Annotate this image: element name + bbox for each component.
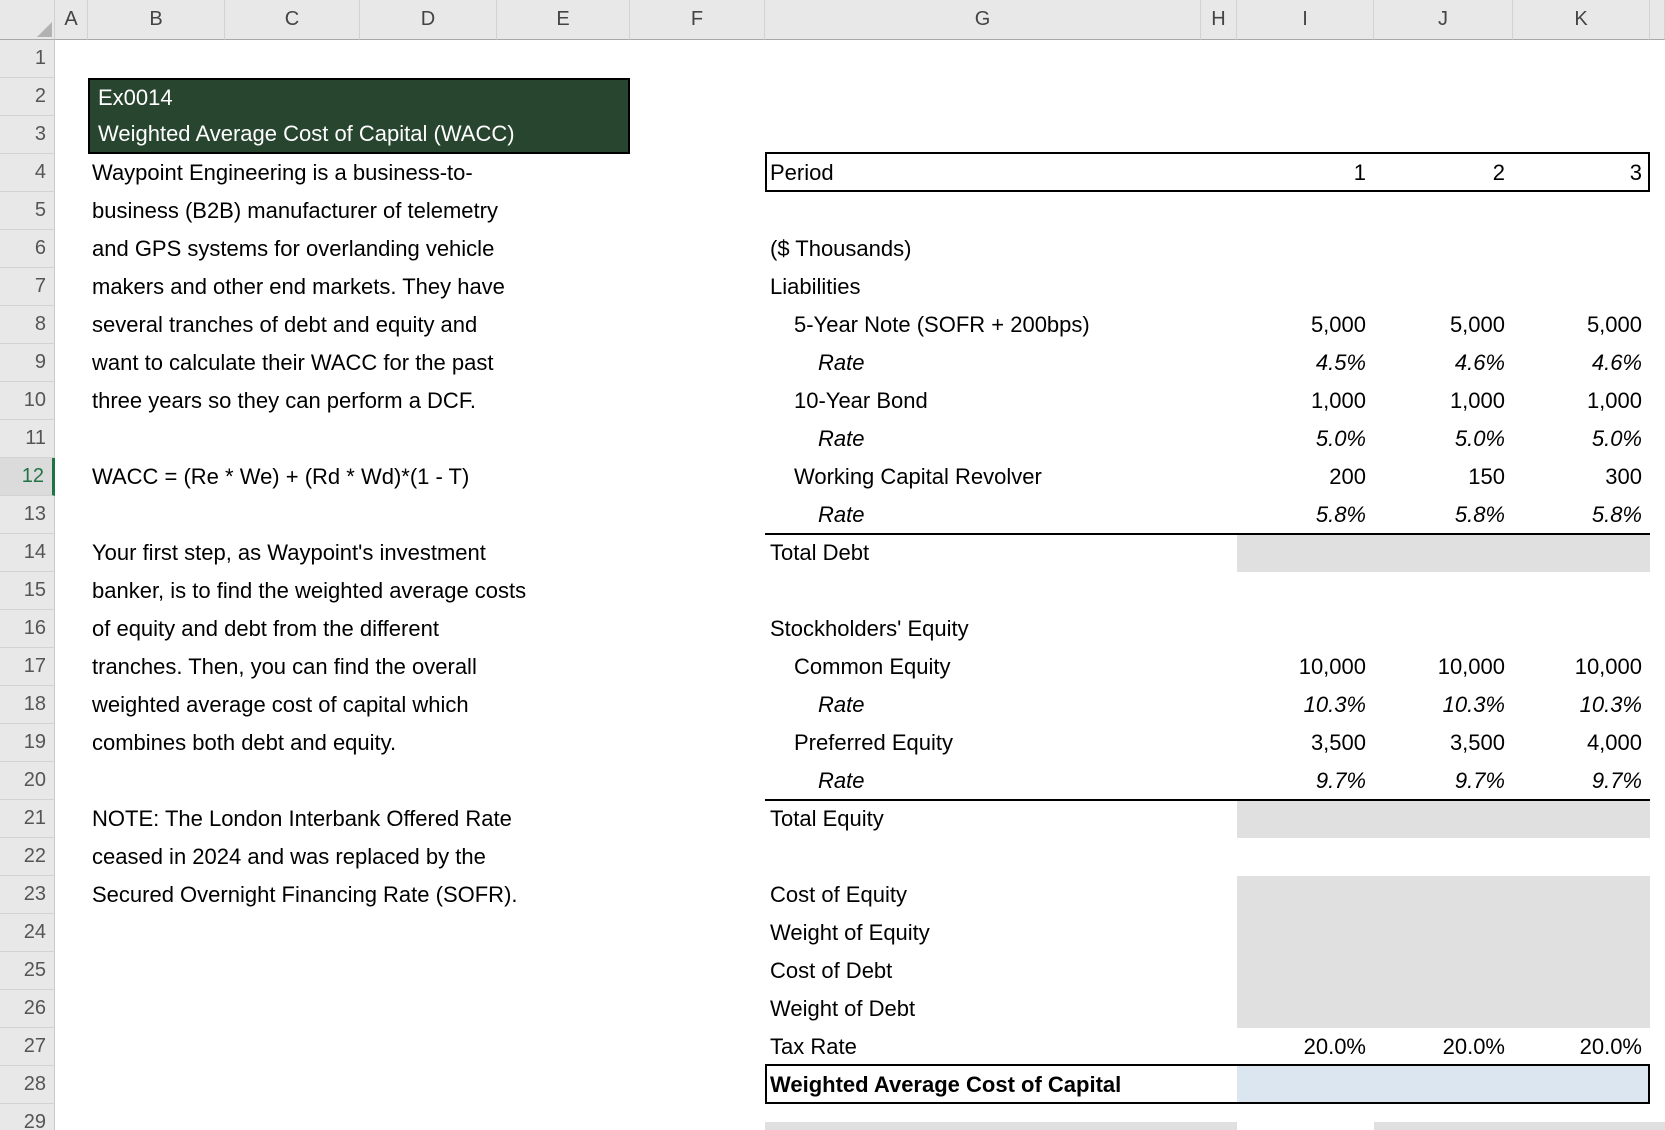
table-label-cell[interactable]: Cost of Debt [770,958,893,983]
row-header-12[interactable]: 12 [0,458,55,496]
column-header-i[interactable]: I [1237,0,1374,40]
row-header-22[interactable]: 22 [0,838,55,876]
table-label-cell[interactable]: Rate [818,350,865,375]
table-label-cell[interactable]: Liabilities [770,274,861,299]
table-label-cell[interactable]: Working Capital Revolver [794,464,1042,489]
pending-calc-cells[interactable] [1237,800,1650,838]
table-value-cell[interactable]: 5,000 [1586,312,1642,337]
row-header-10[interactable]: 10 [0,382,55,420]
table-value-cell[interactable]: 9.7% [1591,768,1642,793]
column-header-j[interactable]: J [1374,0,1513,40]
table-value-cell[interactable]: 20.0% [1579,1034,1642,1059]
narrative-line-cell[interactable]: tranches. Then, you can find the overall [92,654,477,679]
column-header-f[interactable]: F [630,0,765,40]
exercise-title-box[interactable] [88,78,630,154]
row-header-26[interactable]: 26 [0,990,55,1028]
table-value-cell[interactable]: 5.8% [1315,502,1366,527]
table-value-cell[interactable]: 10.3% [1303,692,1366,717]
column-header-g[interactable]: G [765,0,1201,40]
row-header-18[interactable]: 18 [0,686,55,724]
row-header-24[interactable]: 24 [0,914,55,952]
table-label-cell[interactable]: Rate [818,692,865,717]
narrative-line-cell[interactable]: combines both debt and equity. [92,730,397,755]
table-label-cell[interactable]: 10-Year Bond [794,388,928,413]
table-value-cell[interactable]: 10.3% [1442,692,1505,717]
table-value-cell[interactable]: 5,000 [1310,312,1366,337]
table-label-cell[interactable]: Total Debt [770,540,870,565]
next-row-shading [1374,1122,1665,1130]
column-header-h[interactable]: H [1201,0,1237,40]
table-label-cell[interactable]: ($ Thousands) [770,236,912,261]
select-all-triangle-icon [37,22,52,37]
table-value-cell[interactable]: 5.8% [1454,502,1505,527]
table-label-cell[interactable]: Preferred Equity [794,730,953,755]
row-header-19[interactable]: 19 [0,724,55,762]
pending-calc-cells[interactable] [1237,990,1650,1028]
narrative-line-cell[interactable]: and GPS systems for overlanding vehicle [92,236,495,261]
narrative-line-cell[interactable]: WACC = (Re * We) + (Rd * Wd)*(1 - T) [92,464,470,489]
row-header-20[interactable]: 20 [0,762,55,800]
pending-calc-cells[interactable] [1237,914,1650,952]
narrative-line-cell[interactable]: Secured Overnight Financing Rate (SOFR). [92,882,518,907]
narrative-line-cell[interactable]: banker, is to find the weighted average costs [92,578,527,603]
table-label-cell[interactable]: Rate [818,426,865,451]
table-value-cell[interactable]: 3,500 [1449,730,1505,755]
column-header-a[interactable]: A [55,0,88,40]
narrative-line-cell[interactable]: ceased in 2024 and was replaced by the [92,844,486,869]
table-value-cell[interactable]: 10,000 [1574,654,1642,679]
row-header-23[interactable]: 23 [0,876,55,914]
row-header-5[interactable]: 5 [0,192,55,230]
row-header-1[interactable]: 1 [0,40,55,78]
row-header-16[interactable]: 16 [0,610,55,648]
row-header-11[interactable]: 11 [0,420,55,458]
row-header-28[interactable]: 28 [0,1066,55,1104]
table-label-cell[interactable]: Rate [818,502,865,527]
table-value-cell[interactable]: 1 [1353,160,1366,185]
table-value-cell[interactable]: 10,000 [1437,654,1505,679]
table-value-cell[interactable]: 150 [1468,464,1505,489]
table-label-cell[interactable]: Common Equity [794,654,951,679]
narrative-line-cell[interactable]: makers and other end markets. They have [92,274,505,299]
table-value-cell[interactable]: 20.0% [1303,1034,1366,1059]
row-header-2[interactable]: 2 [0,78,55,116]
next-row-shading [765,1122,1237,1130]
table-label-cell[interactable]: Tax Rate [770,1034,857,1059]
narrative-line-cell[interactable]: NOTE: The London Interbank Offered Rate [92,806,512,831]
table-value-cell[interactable]: 5.0% [1591,426,1642,451]
row-header-27[interactable]: 27 [0,1028,55,1066]
pending-calc-cells[interactable] [1237,876,1650,914]
narrative-line-cell[interactable]: three years so they can perform a DCF. [92,388,476,413]
row-header-29[interactable]: 29 [0,1104,55,1130]
table-label-cell[interactable]: Weight of Equity [770,920,930,945]
table-value-cell[interactable]: 4.5% [1315,350,1366,375]
table-value-cell[interactable]: 300 [1605,464,1642,489]
row-header-13[interactable]: 13 [0,496,55,534]
select-all-corner[interactable] [0,0,55,40]
row-header-6[interactable]: 6 [0,230,55,268]
table-value-cell[interactable]: 20.0% [1442,1034,1505,1059]
column-header-d[interactable]: D [360,0,497,40]
table-label-cell[interactable]: Rate [818,768,865,793]
row-header-21[interactable]: 21 [0,800,55,838]
table-value-cell[interactable]: 2 [1492,160,1505,185]
narrative-line-cell[interactable]: several tranches of debt and equity and [92,312,478,337]
table-value-cell[interactable]: 1,000 [1586,388,1642,413]
narrative-line-cell[interactable]: business (B2B) manufacturer of telemetry [92,198,498,223]
pending-calc-cells[interactable] [1237,534,1650,572]
row-header-15[interactable]: 15 [0,572,55,610]
table-label-cell[interactable]: Cost of Equity [770,882,907,907]
row-header-4[interactable]: 4 [0,154,55,192]
table-label-cell[interactable]: Weight of Debt [770,996,916,1021]
narrative-line-cell[interactable]: Your first step, as Waypoint's investment [92,540,486,565]
table-value-cell[interactable]: 200 [1329,464,1366,489]
row-header-17[interactable]: 17 [0,648,55,686]
table-value-cell[interactable]: 3 [1629,160,1642,185]
column-header-c[interactable]: C [225,0,360,40]
narrative-line-cell[interactable]: Waypoint Engineering is a business-to- [92,160,473,185]
row-header-25[interactable]: 25 [0,952,55,990]
narrative-line-cell[interactable]: want to calculate their WACC for the past [92,350,494,375]
pending-calc-cells[interactable] [1237,952,1650,990]
table-value-cell[interactable]: 1,000 [1449,388,1505,413]
table-value-cell[interactable]: 4.6% [1591,350,1642,375]
table-label-cell[interactable]: Period [770,160,834,185]
narrative-line-cell[interactable]: of equity and debt from the different [92,616,439,641]
table-value-cell[interactable]: 4.6% [1454,350,1505,375]
column-header-b[interactable]: B [88,0,225,40]
row-header-14[interactable]: 14 [0,534,55,572]
column-header-k[interactable]: K [1513,0,1650,40]
table-value-cell[interactable]: 3,500 [1310,730,1366,755]
exercise-code: Ex0014 [98,85,173,110]
exercise-title: Weighted Average Cost of Capital (WACC) [98,121,515,146]
table-value-cell[interactable]: 5.0% [1454,426,1505,451]
table-label-cell[interactable]: Total Equity [770,806,884,831]
column-header-partial [1650,0,1665,40]
row-header-7[interactable]: 7 [0,268,55,306]
row-header-3[interactable]: 3 [0,116,55,154]
table-value-cell[interactable]: 9.7% [1315,768,1366,793]
table-label-cell[interactable]: 5-Year Note (SOFR + 200bps) [794,312,1090,337]
table-value-cell[interactable]: 1,000 [1310,388,1366,413]
table-value-cell[interactable]: 10.3% [1579,692,1642,717]
table-value-cell[interactable]: 10,000 [1298,654,1366,679]
table-value-cell[interactable]: 5.0% [1315,426,1366,451]
table-value-cell[interactable]: 9.7% [1454,768,1505,793]
table-label-cell[interactable]: Weighted Average Cost of Capital [770,1072,1122,1097]
column-header-e[interactable]: E [497,0,630,40]
row-header-9[interactable]: 9 [0,344,55,382]
row-header-8[interactable]: 8 [0,306,55,344]
table-value-cell[interactable]: 4,000 [1586,730,1642,755]
table-value-cell[interactable]: 5,000 [1449,312,1505,337]
table-label-cell[interactable]: Stockholders' Equity [770,616,969,641]
table-value-cell[interactable]: 5.8% [1591,502,1642,527]
narrative-line-cell[interactable]: weighted average cost of capital which [92,692,469,717]
